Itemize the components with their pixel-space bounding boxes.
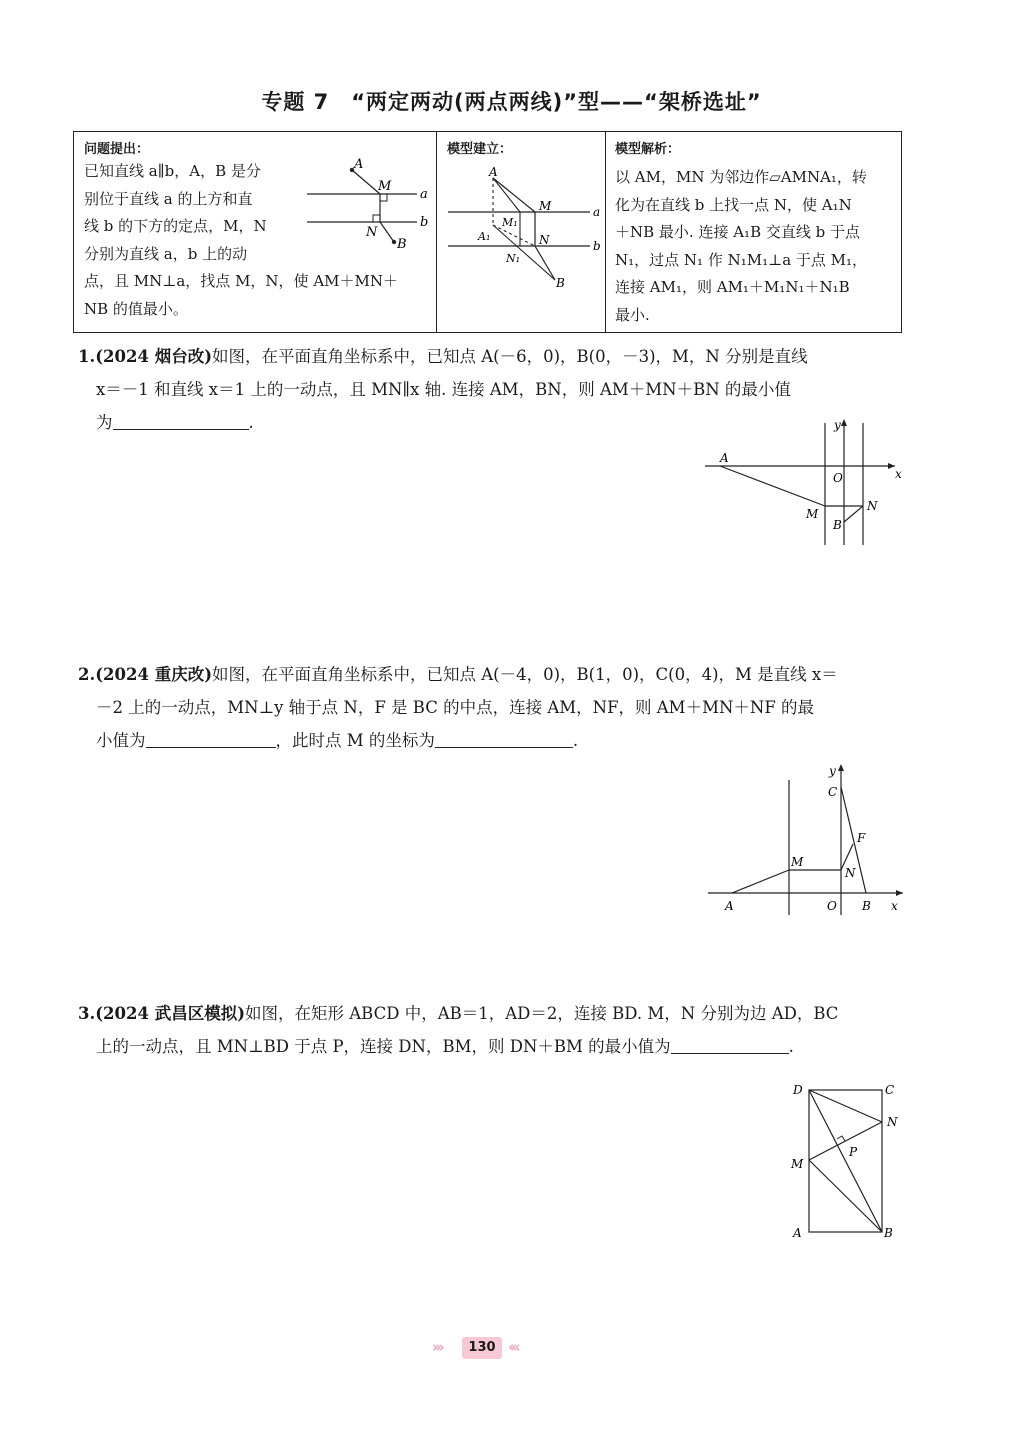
question-2: [78, 658, 908, 757]
chevron-right-icon: ›››: [432, 1338, 442, 1356]
fig-label-N1: N₁: [506, 252, 521, 265]
fig-label-M1: M₁: [502, 216, 518, 229]
question-line: 上的一动点，且 MN⊥BD 于点 P，连接 DN，BM，则 DN＋BM 的最小值为: [96, 1037, 671, 1056]
fig-label-F: F: [857, 831, 866, 845]
fig-label-N: N: [887, 1115, 898, 1129]
fig-label-M: M: [539, 199, 552, 213]
fig-label-D: D: [793, 1083, 803, 1097]
question-line: 小值为: [96, 731, 146, 750]
fig-label-b: b: [420, 215, 429, 230]
fig-label-N: N: [845, 866, 856, 880]
analysis-line: 化为在直线 b 上找一点 N，使 A₁N: [615, 195, 852, 214]
question-3: [78, 997, 908, 1063]
problem-line: 别位于直线 a 的上方和直: [84, 189, 253, 208]
problem-figure: [302, 152, 432, 262]
answer-blank[interactable]: [146, 729, 276, 748]
fig-label-M: M: [791, 855, 804, 869]
question-end: .: [248, 413, 254, 432]
build-figure: [440, 160, 603, 300]
fig-label-B: B: [862, 899, 871, 913]
fig-label-O: O: [833, 471, 843, 485]
fig-label-x: x: [895, 467, 902, 481]
question-1-figure: [700, 415, 910, 550]
fig-label-a: a: [420, 187, 428, 202]
fig-label-N: N: [867, 499, 878, 513]
page-number: 130: [462, 1337, 502, 1359]
question-mid: ，此时点 M 的坐标为: [275, 731, 435, 750]
page-title: 专题 7 “两定两动(两点两线)”型——“架桥选址”: [261, 90, 762, 114]
analysis-line: 以 AM，MN 为邻边作▱AMNA₁，转: [615, 168, 867, 186]
question-source: (2024 重庆改): [95, 665, 213, 684]
fig-label-O: O: [827, 899, 837, 913]
table-divider: [605, 132, 606, 332]
problem-heading: 问题提出：: [84, 142, 150, 157]
fig-label-M: M: [378, 179, 392, 194]
question-line: 如图，在平面直角坐标系中，已知点 A(－6，0)，B(0，－3)，M，N 分别是直线: [212, 347, 808, 366]
fig-label-B: B: [884, 1226, 893, 1240]
question-line: 如图，在平面直角坐标系中，已知点 A(－4，0)，B(1，0)，C(0，4)，M 是直线 x＝: [212, 665, 838, 684]
model-table: [73, 131, 902, 333]
fig-label-B: B: [556, 276, 565, 290]
build-heading: 模型建立：: [447, 142, 513, 157]
question-line: x＝－1 和直线 x＝1 上的一动点，且 MN∥x 轴. 连接 AM，BN，则 AM＋MN＋BN 的最小值: [96, 380, 791, 399]
analysis-line: 连接 AM₁，则 AM₁＋M₁N₁＋N₁B: [615, 278, 850, 296]
analysis-line: N₁，过点 N₁ 作 N₁M₁⊥a 于点 M₁，: [615, 250, 868, 269]
question-line: 为: [96, 413, 113, 432]
analysis-heading: 模型解析：: [615, 142, 681, 157]
table-divider: [436, 132, 437, 332]
question-end: .: [788, 1037, 794, 1056]
fig-label-x: x: [891, 899, 898, 913]
fig-label-A: A: [725, 899, 734, 913]
fig-label-C: C: [885, 1083, 895, 1097]
problem-line: 点，且 MN⊥a，找点 M，N，使 AM＋MN＋: [84, 272, 398, 290]
fig-label-A: A: [489, 165, 498, 179]
fig-label-b: b: [593, 239, 601, 253]
question-number: 3.: [78, 1004, 96, 1023]
fig-label-M: M: [806, 507, 819, 521]
fig-label-A: A: [720, 451, 729, 465]
fig-label-C: C: [828, 785, 838, 799]
fig-label-M: M: [791, 1157, 804, 1171]
chevron-left-icon: ‹‹‹: [508, 1338, 518, 1356]
fig-label-y: y: [829, 764, 836, 778]
question-3-figure: [785, 1078, 905, 1243]
fig-label-B: B: [397, 237, 407, 252]
fig-label-P: P: [849, 1145, 858, 1159]
analysis-text: [615, 164, 905, 329]
analysis-line: 最小.: [615, 305, 650, 324]
fig-label-N: N: [366, 225, 378, 240]
question-2-figure: [703, 760, 908, 920]
fig-label-A: A: [354, 157, 364, 172]
analysis-line: ＋NB 最小. 连接 A₁B 交直线 b 于点: [615, 223, 860, 241]
problem-line: 线 b 的下方的定点，M，N: [84, 217, 267, 235]
fig-label-A: A: [793, 1226, 802, 1240]
question-number: 1.: [78, 347, 96, 366]
fig-label-N: N: [539, 233, 550, 247]
fig-label-A1: A₁: [478, 230, 491, 243]
problem-line: 分别为直线 a，b 上的动: [84, 244, 248, 263]
question-line: －2 上的一动点，MN⊥y 轴于点 N，F 是 BC 的中点，连接 AM，NF，则 AM＋MN＋NF 的最: [96, 698, 815, 717]
problem-line: 已知直线 a∥b，A，B 是分: [84, 162, 261, 180]
answer-blank[interactable]: [113, 411, 249, 430]
fig-label-B: B: [833, 518, 842, 532]
answer-blank[interactable]: [435, 729, 573, 748]
question-source: (2024 烟台改): [95, 347, 213, 366]
question-number: 2.: [78, 665, 96, 684]
question-line: 如图，在矩形 ABCD 中，AB＝1，AD＝2，连接 BD. M，N 分别为边 AD，BC: [245, 1004, 839, 1023]
answer-blank[interactable]: [671, 1035, 789, 1054]
fig-label-a: a: [593, 205, 601, 219]
problem-line: NB 的值最小。: [84, 299, 188, 318]
fig-label-y: y: [834, 418, 841, 432]
question-end: .: [572, 731, 579, 750]
question-source: (2024 武昌区模拟): [95, 1004, 246, 1023]
